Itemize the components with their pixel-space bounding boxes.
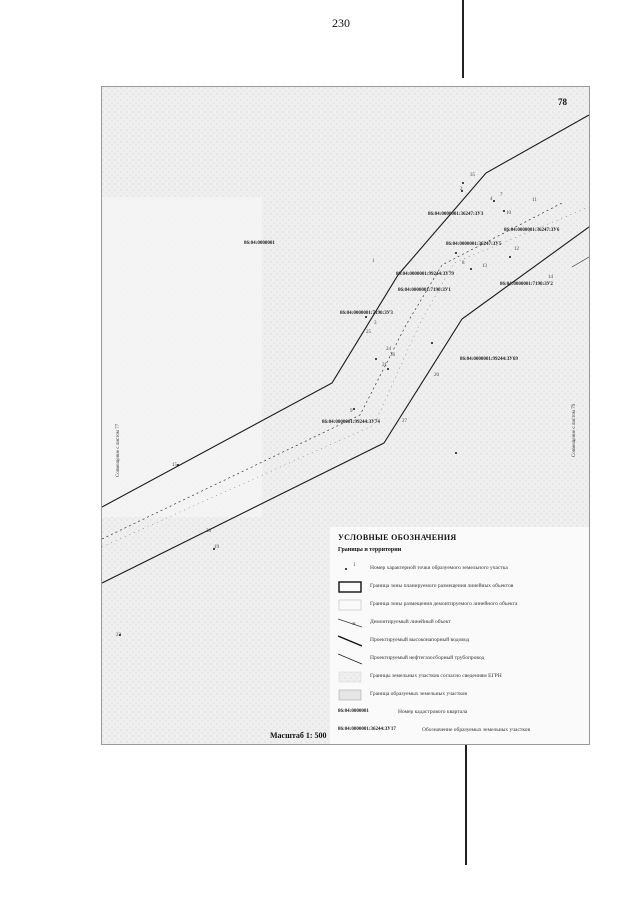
light-field — [102, 197, 262, 517]
point-number: 14 — [548, 275, 553, 280]
point-marker — [387, 368, 389, 370]
point-marker — [455, 452, 457, 454]
legend-item-text: Проектируемый высоконапорный водовод — [370, 637, 470, 643]
sheet-number: 78 — [558, 97, 567, 107]
point-number: 13 — [482, 264, 487, 269]
plot-label: 86:04:0000001:99244:ЗУ69 — [460, 357, 518, 362]
water-pipeline-icon — [338, 635, 362, 647]
quarter-label: 86:04:0000001 — [244, 241, 275, 246]
point-marker — [503, 210, 505, 212]
legend-item-text: Демонтируемый линейный объект — [370, 619, 451, 625]
legend-item-plot-designation — [338, 725, 586, 737]
plot-label: 86:04:0000001:7190:ЗУ1 — [398, 288, 451, 293]
plot-label: 86:04:0000001:36247:ЗУ5 — [446, 242, 502, 247]
legend-subtitle: Границы и территории — [338, 547, 402, 553]
legend-item-text: Проектируемый нефтегазосборный трубопровод — [370, 655, 485, 661]
scan-line-top — [462, 0, 464, 78]
point-number: 23 — [116, 633, 121, 638]
legend-item-dismantle-zone — [338, 599, 586, 611]
point-marker — [375, 358, 377, 360]
point-number: 27 — [402, 419, 407, 424]
match-line-left: Совмещение с листом 77 — [116, 423, 121, 477]
legend-marker: 1 — [353, 563, 356, 568]
point-marker — [493, 200, 495, 202]
formed-plot-boundary-icon — [338, 689, 362, 701]
legend-item-water-pipeline — [338, 635, 586, 647]
legend-item-text: Обозначение образуемых земельных участков — [422, 727, 531, 733]
point-marker — [177, 464, 179, 466]
match-line-right: Совмещение с листом 79 — [572, 403, 577, 457]
point-number: 10 — [506, 211, 511, 216]
point-number: 1 — [372, 259, 375, 264]
plot-label: 86:04:0000001:7190:ЗУ2 — [500, 282, 553, 287]
dismantled-line-icon — [338, 617, 362, 629]
point-marker — [365, 316, 367, 318]
svg-text:×: × — [352, 620, 356, 628]
plot-label: 86:04:0000001:36247:ЗУ6 — [504, 228, 560, 233]
legend-item-dismantled-object — [338, 617, 586, 629]
point-symbol-icon — [338, 563, 362, 575]
legend-code: 86:04:0000001 — [338, 709, 369, 714]
point-number: 21 — [382, 363, 387, 368]
scan-line-bottom — [465, 745, 467, 865]
page-number: 230 — [332, 16, 350, 30]
point-number: 9 — [350, 409, 353, 414]
legend-code: 86:04:0000001:36244:ЗУ17 — [338, 727, 396, 732]
legend-title: УСЛОВНЫЕ ОБОЗНАЧЕНИЯ — [338, 533, 457, 542]
plot-label: 86:04:0000001:7190:ЗУ3 — [340, 311, 393, 316]
point-number: 11 — [532, 198, 537, 203]
legend-item-planned-zone — [338, 581, 586, 593]
point-number: 15 — [172, 463, 177, 468]
plot-label: 86:04:0000001:99244:ЗУ79 — [396, 272, 454, 277]
point-number: 3 — [374, 321, 377, 326]
legend-item-text: Границы земельных участков согласно сведениям ЕГРН — [370, 673, 502, 679]
point-number: 19 — [214, 545, 219, 550]
point-number: 7 — [500, 193, 503, 198]
legend-item-quarter-number — [338, 707, 586, 719]
oil-pipeline-icon — [338, 653, 362, 665]
scale-label: Масштаб 1: 500 — [270, 731, 327, 740]
point-marker — [470, 268, 472, 270]
point-number: 8 — [462, 261, 465, 266]
point-marker — [353, 408, 355, 410]
legend-item-egrn-boundary — [338, 671, 586, 683]
map-sheet — [101, 86, 590, 745]
legend-item-text: Граница образуемых земельных участков — [370, 691, 467, 697]
point-marker — [509, 256, 511, 258]
point-number: 20 — [434, 373, 439, 378]
point-marker — [455, 252, 457, 254]
dismantle-zone-icon — [338, 599, 362, 611]
legend-item-point-number — [338, 563, 586, 575]
point-number: 2 — [460, 187, 463, 192]
point-number: 24 — [386, 347, 391, 352]
legend-item-text: Номер характерной точки образуемого земельного участка — [370, 565, 508, 571]
point-marker — [431, 342, 433, 344]
legend-item-text: Граница зоны планируемого размещения линейных объектов — [370, 583, 514, 589]
legend-item-text: Номер кадастрового квартала — [398, 709, 468, 715]
point-number: 25 — [366, 330, 371, 335]
legend-item-oil-pipeline — [338, 653, 586, 665]
egrn-boundary-icon — [338, 671, 362, 683]
legend-item-formed-plots — [338, 689, 586, 701]
zone-boundary-icon — [338, 581, 362, 593]
point-number: 30 — [206, 529, 211, 534]
point-marker — [462, 182, 464, 184]
plot-label: 86:04:0000001:36247:ЗУ3 — [428, 212, 484, 217]
plot-label: 86:04:0000001:99244:ЗУ74 — [322, 420, 380, 425]
point-number: 12 — [514, 247, 519, 252]
legend-item-text: Граница зоны размещения демонтируемого линейного объекта — [370, 601, 518, 607]
point-number: 35 — [470, 173, 475, 178]
legend — [330, 527, 589, 744]
point-number: 36 — [390, 353, 395, 358]
point-number: 4 — [490, 197, 493, 202]
